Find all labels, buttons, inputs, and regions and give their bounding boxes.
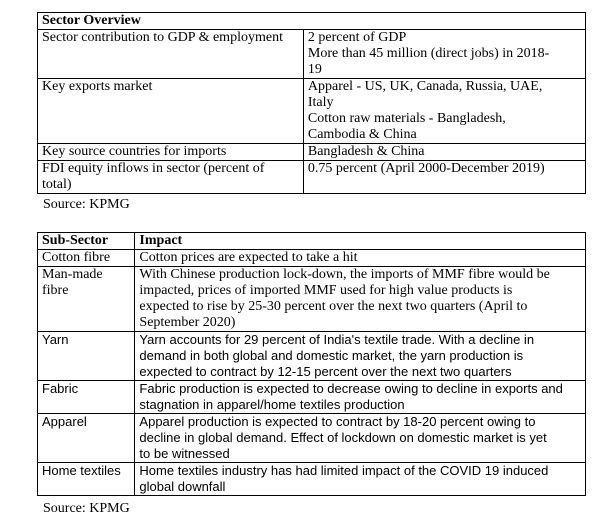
- value-line: 2 percent of GDP: [307, 30, 407, 45]
- subsector-cell: [38, 267, 135, 332]
- row-value: [303, 144, 585, 161]
- subsector-line: fibre: [42, 283, 69, 298]
- subsector-line: Fabric: [42, 381, 79, 396]
- value-line: 0.75 percent (April 2000-December 2019): [307, 161, 545, 176]
- subsector-cell: [38, 332, 135, 381]
- impact-line: Apparel production is expected to contract by 18-20 percent owing to: [139, 414, 536, 429]
- subsector-line: Home textiles: [42, 463, 121, 478]
- table-row: [38, 381, 586, 414]
- column-header-impact: Impact: [135, 233, 586, 250]
- subsector-cell: [38, 414, 135, 463]
- table-row: [38, 414, 586, 463]
- subsector-cell: [38, 250, 135, 267]
- table-row: [38, 250, 586, 267]
- sector-overview-table: [37, 12, 586, 194]
- impact-line: to be witnessed: [139, 446, 230, 461]
- impact-line: Cotton prices are expected to take a hit: [139, 250, 358, 265]
- value-line: Bangladesh & China: [307, 144, 425, 159]
- table-row: [38, 30, 586, 79]
- subsector-line: Man-made: [42, 267, 103, 282]
- table-row: [38, 79, 586, 144]
- value-line: Cotton raw materials - Bangladesh,: [307, 111, 506, 126]
- row-value: [303, 30, 585, 79]
- impact-cell: [135, 332, 586, 381]
- sector-overview-title: Sector Overview: [38, 13, 586, 30]
- impact-line: With Chinese production lock-down, the imports of MMF fibre would be: [139, 267, 550, 282]
- impact-line: global downfall: [139, 479, 226, 494]
- impact-line: September 2020): [139, 315, 236, 330]
- row-label: Sector contribution to GDP & employment: [38, 30, 304, 79]
- subsector-line: Yarn: [42, 332, 69, 347]
- impact-line: expected to contract by 12-15 percent over the next two quarters: [139, 364, 512, 379]
- value-line: More than 45 million (direct jobs) in 2018-: [307, 46, 550, 61]
- value-line: Italy: [307, 95, 334, 110]
- subsector-line: Apparel: [42, 414, 87, 429]
- impact-line: impacted, prices of imported MMF used for high value products is: [139, 283, 513, 298]
- impact-line: decline in global demand. Effect of lockdown on domestic market is yet: [139, 430, 547, 445]
- table-row: [38, 463, 586, 496]
- impact-line: expected to rise by 25-30 percent over the next two quarters (April to: [139, 299, 528, 314]
- value-line: 19: [307, 62, 322, 77]
- table-header-row: [38, 233, 586, 250]
- row-label: Key source countries for imports: [38, 144, 304, 161]
- table-row: [38, 144, 586, 161]
- row-label: [38, 161, 304, 194]
- column-header-subsector: Sub-Sector: [38, 233, 135, 250]
- subsector-cell: [38, 463, 135, 496]
- impact-cell: [135, 250, 586, 267]
- subsector-line: Cotton fibre: [42, 250, 111, 265]
- row-value: [303, 161, 585, 194]
- value-line: Apparel - US, UK, Canada, Russia, UAE,: [307, 79, 543, 94]
- subsector-impact-table: [37, 232, 586, 496]
- table-row: [38, 161, 586, 194]
- row-label: Key exports market: [38, 79, 304, 144]
- impact-line: stagnation in apparel/home textiles production: [139, 397, 405, 412]
- impact-cell: [135, 381, 586, 414]
- impact-cell: [135, 414, 586, 463]
- row-value: [303, 79, 585, 144]
- impact-line: Home textiles industry has had limited impact of the COVID 19 induced: [139, 463, 549, 478]
- impact-cell: [135, 267, 586, 332]
- table-row: [38, 267, 586, 332]
- impact-line: demand in both global and domestic market, the yarn production is: [139, 348, 524, 363]
- impact-line: Fabric production is expected to decrease owing to decline in exports and: [139, 381, 563, 396]
- impact-cell: [135, 463, 586, 496]
- label-line: FDI equity inflows in sector (percent of: [42, 161, 265, 176]
- subsector-cell: [38, 381, 135, 414]
- table-header-row: [38, 13, 586, 30]
- value-line: Cambodia & China: [307, 127, 417, 142]
- table-row: [38, 332, 586, 381]
- source-note: Source: KPMG: [43, 501, 130, 516]
- label-line: total): [42, 177, 72, 192]
- source-note: Source: KPMG: [43, 197, 130, 212]
- impact-line: Yarn accounts for 29 percent of India's textile trade. With a decline in: [139, 332, 535, 347]
